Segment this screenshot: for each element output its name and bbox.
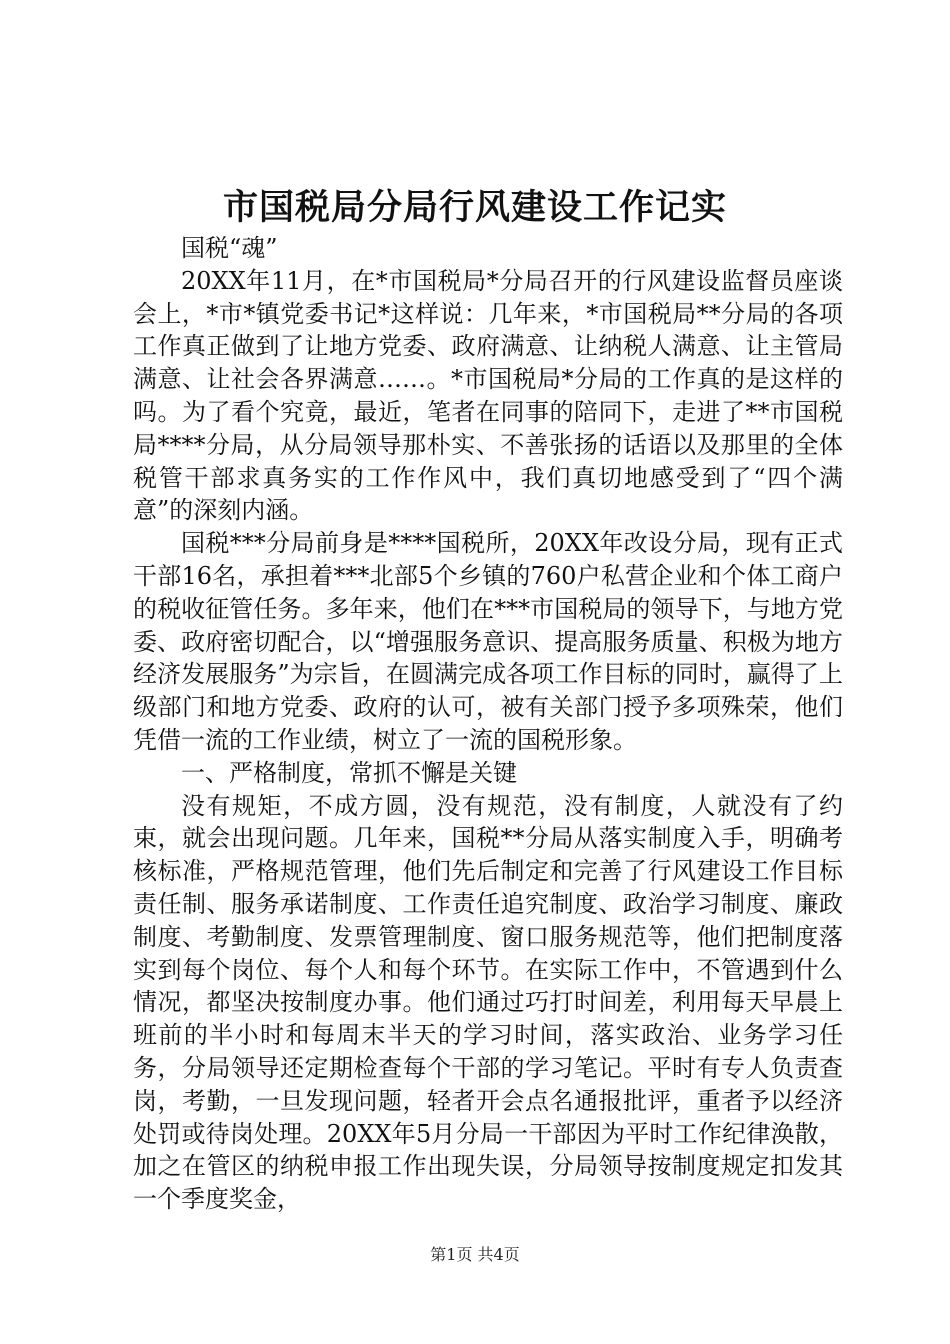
section-intro-heading: 国税“魂” — [181, 234, 278, 262]
paragraph: 20XX年11月，在*市国税局*分局召开的行风建设监督员座谈会上，*市*镇党委书记*这样说：几年来，*市国税局**分局的各项工作真正做到了让地方党委、政府满意、让纳税人满意、让主管局满意、让社会各界满意……。*市国税局*分局的工作真的是这样的吗。为了看个究竟，最近，笔者在同事的陪同下，走进了**市国税局****分局，从分局领导那朴实、不善张扬的话语以及那里的全体税管干部求真务实的工作作风中，我们真切地感受到了“四个满意”的深刻内涵。 — [133, 266, 843, 525]
paragraph: 没有规矩，不成方圆，没有规范，没有制度，人就没有了约束，就会出现问题。几年来，国税**分局从落实制度入手，明确考核标准，严格规范管理，他们先后制定和完善了行风建设工作目标责任制、服务承诺制度、工作责任追究制度、政治学习制度、廉政制度、考勤制度、发票管理制度、窗口服务规范等，他们把制度落实到每个岗位、每个人和每个环节。在实际工作中，不管遇到什么情况，都坚决按制度办事。他们通过巧打时间差，利用每天早晨上班前的半小时和每周末半天的学习时间，落实政治、业务学习任务，分局领导还定期检查每个干部的学习笔记。平时有专人负责查岗，考勤，一旦发现问题，轻者开会点名通报批评，重者予以经济处罚或待岗处理。20XX年5月分局一干部因为平时工作纪律涣散，加之在管区的纳税申报工作出现失误，分局领导按制度规定扣发其一个季度奖金， — [133, 791, 843, 1214]
document-title: 市国税局分局行风建设工作记实 — [222, 187, 727, 228]
document-body — [133, 232, 843, 1216]
paragraph: 国税***分局前身是****国税所，20XX年改设分局，现有正式干部16名，承担着***北部5个乡镇的760户私营企业和个体工商户的税收征管任务。多年来，他们在***市国税局的领导下，与地方党委、政府密切配合，以“增强服务意识、提高服务质量、积极为地方经济发展服务”为宗旨，在圆满完成各项工作目标的同时，赢得了上级部门和地方党委、政府的认可，被有关部门授予多项殊荣，他们凭借一流的工作业绩，树立了一流的国税形象。 — [133, 529, 843, 754]
section-heading: 一、严格制度，常抓不懈是关键 — [181, 758, 517, 787]
page-number-footer: 第1页 共4页 — [430, 1245, 520, 1264]
